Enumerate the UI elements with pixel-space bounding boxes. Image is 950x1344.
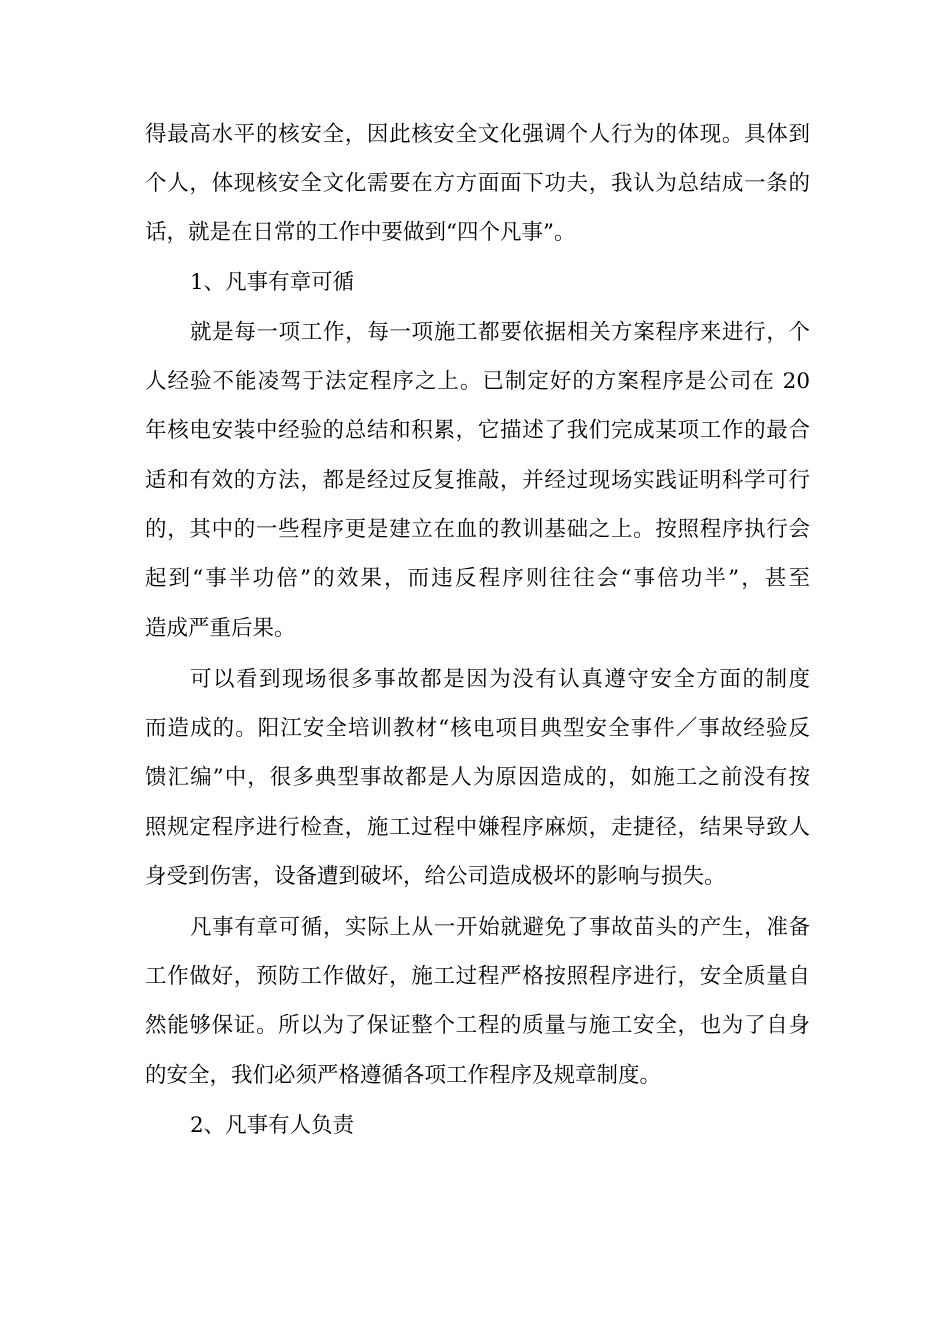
text-line-3: 话，就是在日常的工作中要做到“四个凡事”。: [145, 220, 576, 245]
text-line-17: 凡事有章可循，实际上从一开始就避免了事故苗头的产生，准备: [190, 915, 810, 940]
section-heading-1: 1、凡事有章可循: [190, 270, 355, 295]
text-line-7: 年核电安装中经验的总结和积累，它描述了我们完成某项工作的最合: [145, 418, 810, 443]
text-line-18: 工作做好，预防工作做好，施工过程严格按照程序进行，安全质量自: [145, 964, 810, 989]
text-line-5: 就是每一项工作，每一项施工都要依据相关方案程序来进行，个: [190, 320, 810, 345]
text-line-11: 造成严重后果。: [145, 616, 296, 641]
text-line-9: 的，其中的一些程序更是建立在血的教训基础之上。按照程序执行会: [145, 517, 810, 542]
text-line-19: 然能够保证。所以为了保证整个工程的质量与施工安全，也为了自身: [145, 1013, 810, 1038]
section-heading-2: 2、凡事有人负责: [190, 1113, 355, 1138]
text-line-10: 起到“事半功倍”的效果，而违反程序则往往会“事倍功半”，甚至: [145, 566, 810, 591]
text-line-20: 的安全，我们必须严格遵循各项工作程序及规章制度。: [145, 1063, 662, 1088]
text-line-14: 馈汇编”中，很多典型事故都是人为原因造成的，如施工之前没有按: [145, 765, 810, 790]
text-line-1: 得最高水平的核安全，因此核安全文化强调个人行为的体现。具体到: [145, 122, 810, 147]
text-line-15: 照规定程序进行检查，施工过程中嫌程序麻烦，走捷径，结果导致人: [145, 815, 810, 840]
text-line-13: 而造成的。阳江安全培训教材“核电项目典型安全事件／事故经验反: [145, 716, 810, 741]
text-line-16: 身受到伤害，设备遭到破坏，给公司造成极坏的影响与损失。: [145, 864, 726, 889]
text-line-12: 可以看到现场很多事故都是因为没有认真遵守安全方面的制度: [190, 667, 810, 692]
text-line-6: 人经验不能凌驾于法定程序之上。已制定好的方案程序是公司在 20: [145, 369, 810, 394]
text-line-8: 适和有效的方法，都是经过反复推敲，并经过现场实践证明科学可行: [145, 468, 810, 493]
text-line-2: 个人，体现核安全文化需要在方方面面下功夫，我认为总结成一条的: [145, 171, 810, 196]
